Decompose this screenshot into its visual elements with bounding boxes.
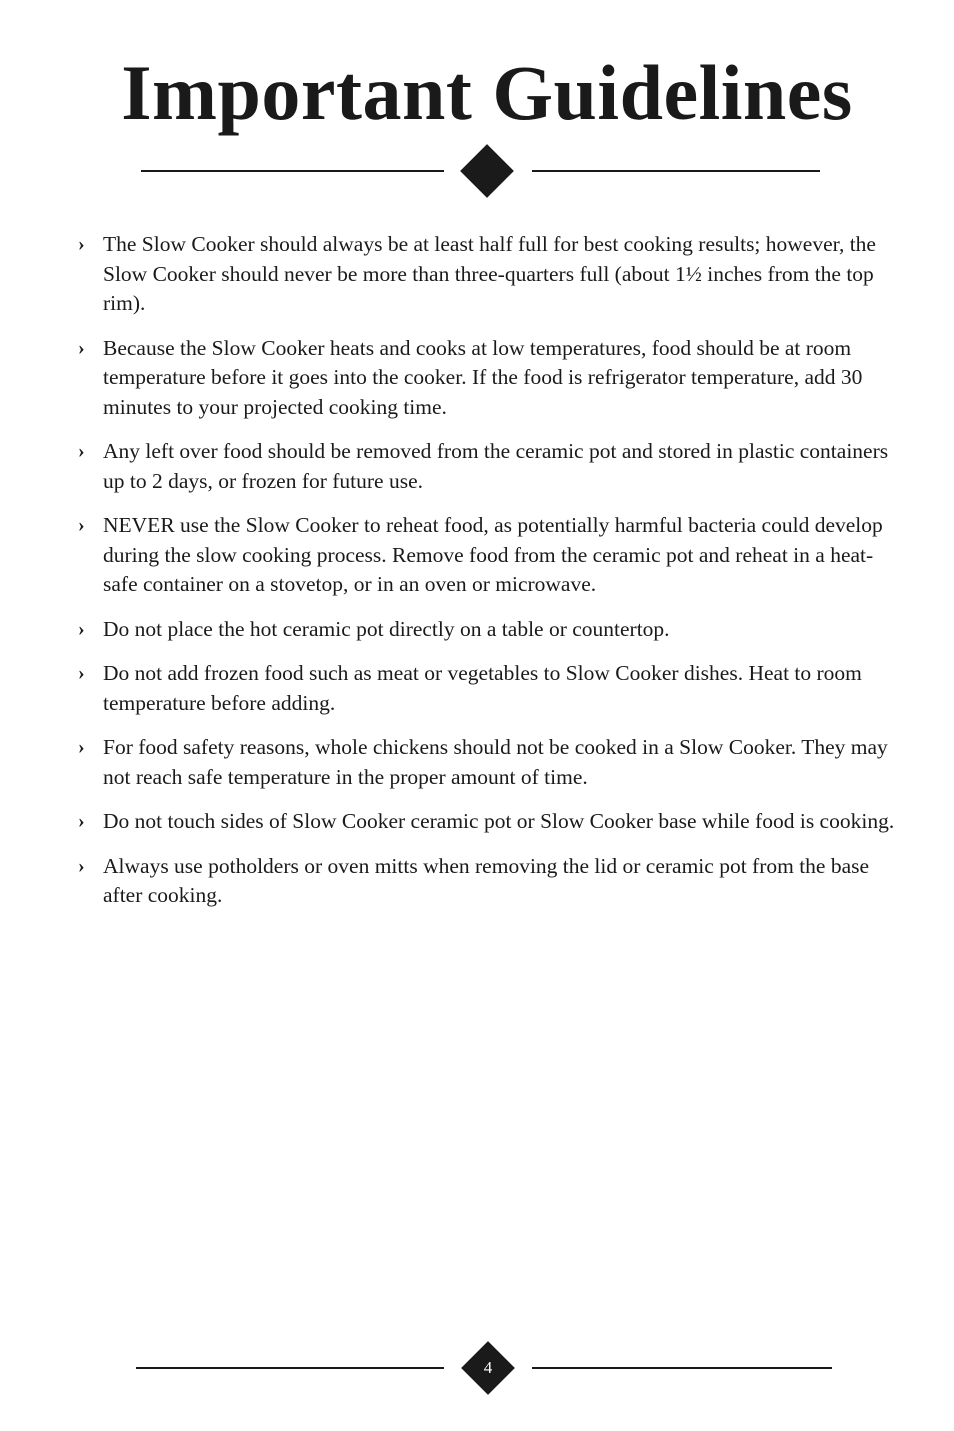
chevron-right-icon: › xyxy=(78,736,85,758)
guideline-item xyxy=(78,659,898,718)
chevron-right-icon: › xyxy=(78,662,85,684)
guideline-item xyxy=(78,807,898,837)
guideline-item xyxy=(78,437,898,496)
guideline-text: NEVER use the Slow Cooker to reheat food, as potentially harmful bacteria could develop during the slow cooking process. Remove food from the ceramic pot and reheat in a heat-safe container on a stovetop, or in an oven or microwave. xyxy=(103,513,883,596)
guideline-item xyxy=(78,615,898,645)
guideline-item xyxy=(78,334,898,423)
guideline-item xyxy=(78,230,898,319)
guideline-text: Do not place the hot ceramic pot directly on a table or countertop. xyxy=(103,616,670,641)
chevron-right-icon: › xyxy=(78,854,85,877)
page-title: Important Guidelines xyxy=(121,49,853,136)
chevron-right-icon: › xyxy=(78,810,85,832)
guideline-item xyxy=(78,733,898,792)
chevron-right-icon: › xyxy=(78,336,85,359)
guideline-item xyxy=(78,511,898,600)
guideline-text: The Slow Cooker should always be at least half full for best cooking results; however, the Slow Cooker should never be more than three-quarters full (about 1½ inches from the top rim). xyxy=(103,232,876,315)
guidelines-list xyxy=(78,230,898,926)
footer-divider-left xyxy=(136,1367,444,1369)
chevron-right-icon: › xyxy=(78,440,85,462)
page-number: 4 xyxy=(483,1358,493,1377)
guideline-text: Because the Slow Cooker heats and cooks at low temperatures, food should be at room temperature before it goes into the cooker. If the food is refrigerator temperature, add 30 minutes to your projected cooking time. xyxy=(103,335,863,419)
guideline-text: Do not touch sides of Slow Cooker ceramic pot or Slow Cooker base while food is cooking. xyxy=(103,809,895,833)
footer-divider-right xyxy=(532,1367,832,1369)
guideline-text: Do not add frozen food such as meat or vegetables to Slow Cooker dishes. Heat to room temperature before adding. xyxy=(103,661,862,715)
title-divider-right xyxy=(532,170,820,172)
diamond-ornament-icon xyxy=(460,144,514,198)
chevron-right-icon: › xyxy=(78,233,85,255)
guideline-text: For food safety reasons, whole chickens should not be cooked in a Slow Cooker. They may not reach safe temperature in the proper amount of time. xyxy=(103,735,888,789)
guideline-text: Always use potholders or oven mitts when removing the lid or ceramic pot from the base after cooking. xyxy=(103,853,870,907)
chevron-right-icon: › xyxy=(78,514,85,536)
title-divider-left xyxy=(141,170,444,172)
chevron-right-icon: › xyxy=(78,617,85,640)
guideline-item xyxy=(78,852,898,911)
guideline-text: Any left over food should be removed from the ceramic pot and stored in plastic containers up to 2 days, or frozen for future use. xyxy=(103,439,889,493)
